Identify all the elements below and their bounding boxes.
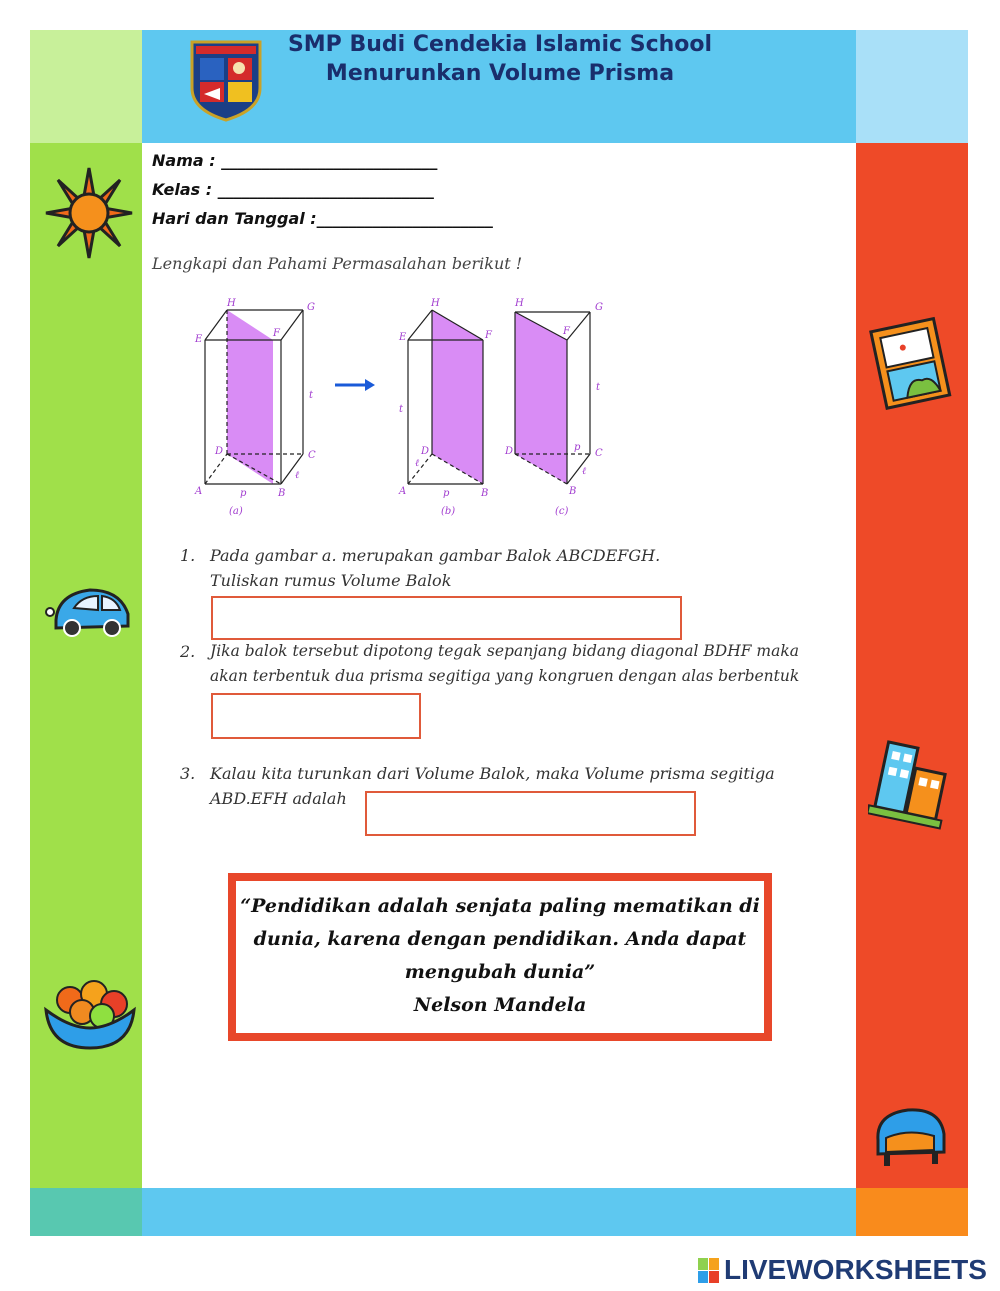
- date-field-line: Hari dan Tanggal :______________________: [152, 209, 493, 228]
- figure-a-label-c: C: [308, 450, 316, 461]
- quote-line-1: “Pendidikan adalah senjata paling mematikan di: [240, 895, 760, 917]
- footer-band: [142, 1188, 856, 1236]
- figure-b-label-h: H: [431, 298, 440, 309]
- question-2-line-2: akan terbentuk dua prisma segitiga yang kongruen dengan alas berbentuk: [210, 667, 800, 685]
- page-title: [260, 30, 740, 88]
- figure-c-side-p: p: [574, 442, 581, 453]
- instruction-text: Lengkapi dan Pahami Permasalahan berikut !: [152, 254, 523, 273]
- building-icon: [868, 740, 958, 832]
- decor-band-top-left: [30, 30, 142, 143]
- question-2-text: [210, 639, 840, 689]
- figure-caption-b: (b): [441, 506, 456, 517]
- fruit-bowl-icon: [40, 970, 140, 1052]
- question-3-line-1: Kalau kita turunkan dari Volume Balok, maka Volume prisma segitiga: [210, 764, 775, 783]
- question-3-number: 3.: [180, 764, 196, 783]
- sofa-icon: [868, 1100, 952, 1176]
- question-1-text: [210, 543, 660, 593]
- liveworksheets-logo-icon: [698, 1258, 720, 1284]
- figure-b-side-p: p: [443, 488, 450, 499]
- figure-a-label-f: F: [273, 328, 280, 339]
- sun-icon: [44, 166, 134, 260]
- school-name: SMP Budi Cendekia Islamic School: [287, 32, 713, 57]
- figure-b-label-f: F: [485, 330, 492, 341]
- quote-text: [236, 890, 764, 1022]
- quote-author: Nelson Mandela: [413, 994, 587, 1016]
- figure-caption-c: (c): [555, 506, 569, 517]
- figure-a-label-g: G: [307, 302, 315, 313]
- figure-c-label-d: D: [505, 446, 514, 457]
- figure-c-side-l: ℓ: [582, 466, 587, 477]
- school-logo: [186, 38, 266, 122]
- figure-c-label-f: F: [563, 326, 570, 337]
- figure-b-side-t: t: [399, 404, 404, 415]
- question-3-line-2: ABD.EFH adalah: [210, 789, 347, 808]
- figure-a-label-a: A: [195, 486, 203, 497]
- figure-c-label-b: B: [569, 486, 577, 497]
- answer-2-input[interactable]: [211, 693, 421, 739]
- question-1-number: 1.: [180, 546, 196, 565]
- decor-band-top-right: [856, 30, 968, 143]
- class-field-line: Kelas : ___________________________: [152, 180, 434, 199]
- arrow-icon: [335, 379, 375, 391]
- figure-a-side-t: t: [309, 390, 314, 401]
- quote-line-3: mengubah dunia”: [404, 961, 596, 983]
- car-icon: [42, 584, 134, 642]
- question-1-line-2: Tuliskan rumus Volume Balok: [210, 571, 452, 590]
- question-1-line-1: Pada gambar a. merupakan gambar Balok ABCDEFGH.: [210, 546, 661, 565]
- figure-caption-a: (a): [229, 506, 243, 517]
- prism-figure: [185, 292, 625, 522]
- figure-c-label-g: G: [595, 302, 603, 313]
- figure-a-label-h: H: [227, 298, 236, 309]
- footer-brand: LIVEWORKSHEETS: [724, 1254, 987, 1285]
- answer-1-input[interactable]: [211, 596, 682, 640]
- figure-b-side-l: ℓ: [415, 458, 420, 469]
- window-picture-icon: [866, 312, 958, 412]
- figure-c-side-t: t: [596, 382, 601, 393]
- figure-b-label-e: E: [399, 332, 407, 343]
- name-field-line: Nama : ___________________________: [152, 151, 438, 170]
- decor-band-bottom-left: [30, 1188, 142, 1236]
- figure-a-label-e: E: [195, 334, 203, 345]
- quote-line-2: dunia, karena dengan pendidikan. Anda dapat: [253, 928, 747, 950]
- figure-a-label-d: D: [215, 446, 224, 457]
- decor-band-bottom-right: [856, 1188, 968, 1236]
- figure-b-label-d: D: [421, 446, 430, 457]
- figure-a-side-l: ℓ: [295, 470, 300, 481]
- right-decor-column: [856, 143, 968, 1188]
- question-2-line-1: Jika balok tersebut dipotong tegak sepanjang bidang diagonal BDHF maka: [210, 642, 800, 660]
- figure-c-label-c: C: [595, 448, 603, 459]
- figure-b-label-a: A: [399, 486, 407, 497]
- figure-a-side-p: p: [240, 488, 247, 499]
- question-2-number: 2.: [180, 642, 196, 661]
- figure-c-label-h: H: [515, 298, 524, 309]
- figure-b-label-b: B: [481, 488, 489, 499]
- figure-a-label-b: B: [278, 488, 286, 499]
- answer-3-input[interactable]: [365, 791, 696, 836]
- worksheet-subject: Menurunkan Volume Prisma: [325, 61, 675, 86]
